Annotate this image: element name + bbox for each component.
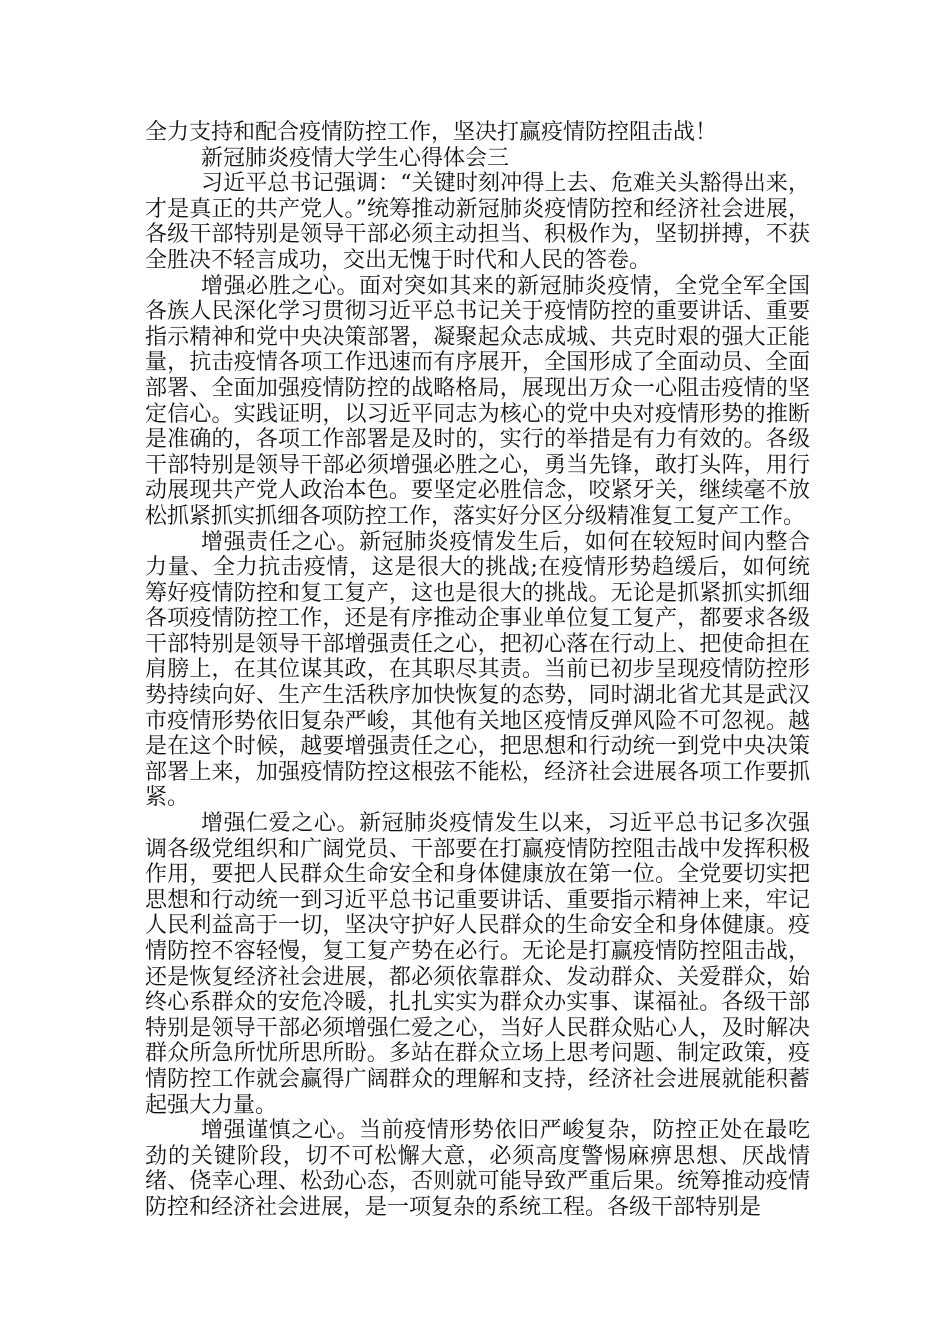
document-page xyxy=(145,120,810,1221)
paragraph-prudence: 增强谨慎之心。当前疫情形势依旧严峻复杂，防控正处在最吃劲的关键阶段，切不可松懈大意，必须高度警惕麻痹思想、厌战情绪、侥幸心理、松劲心态，否则就可能导致严重后果。统筹推动疫情防控和经济社会进展，是一项复杂的系统工程。各级干部特别是 xyxy=(145,1118,810,1220)
paragraph-responsibility: 增强责任之心。新冠肺炎疫情发生后，如何在较短时间内整合力量、全力抗击疫情，这是很大的挑战;在疫情形势趋缓后，如何统筹好疫情防控和复工复产，这也是很大的挑战。无论是抓紧抓实抓细各项疫情防控工作，还是有序推动企事业单位复工复产，都要求各级干部特别是领导干部增强责任之心，把初心落在行动上、把使命担在肩膀上，在其位谋其政，在其职尽其责。当前已初步呈现疫情防控形势持续向好、生产生活秩序加快恢复的态势，同时湖北省尤其是武汉市疫情形势依旧复杂严峻，其他有关地区疫情反弹风险不可忽视。越是在这个时候，越要增强责任之心，把思想和行动统一到党中央决策部署上来，加强疫情防控这根弦不能松，经济社会进展各项工作要抓紧。 xyxy=(145,529,810,811)
paragraph-intro: 习近平总书记强调：“关键时刻冲得上去、危难关头豁得出来，才是真正的共产党人。”统筹推动新冠肺炎疫情防控和经济社会进展，各级干部特别是领导干部必须主动担当、积极作为，坚韧拼搏，不获全胜决不轻言成功，交出无愧于时代和人民的答卷。 xyxy=(145,171,810,273)
paragraph-benevolence: 增强仁爱之心。新冠肺炎疫情发生以来，习近平总书记多次强调各级党组织和广阔党员、干部要在打赢疫情防控阻击战中发挥积极作用，要把人民群众生命安全和身体健康放在第一位。全党要切实把思想和行动统一到习近平总书记重要讲话、重要指示精神上来，牢记人民利益高于一切，坚决守护好人民群众的生命安全和身体健康。疫情防控不容轻慢，复工复产势在必行。无论是打赢疫情防控阻击战，还是恢复经济社会进展，都必须依靠群众、发动群众、关爱群众，始终心系群众的安危冷暖，扎扎实实为群众办实事、谋福祉。各级干部特别是领导干部必须增强仁爱之心，当好人民群众贴心人，及时解决群众所急所忧所思所盼。多站在群众立场上思考问题、制定政策，疫情防控工作就会赢得广阔群众的理解和支持，经济社会进展就能积蓄起强大力量。 xyxy=(145,811,810,1118)
paragraph-confidence: 增强必胜之心。面对突如其来的新冠肺炎疫情，全党全军全国各族人民深化学习贯彻习近平总书记关于疫情防控的重要讲话、重要指示精神和党中央决策部署，凝聚起众志成城、共克时艰的强大正能量，抗击疫情各项工作迅速而有序展开，全国形成了全面动员、全面部署、全面加强疫情防控的战略格局，展现出万众一心阻击疫情的坚定信心。实践证明，以习近平同志为核心的党中央对疫情形势的推断是准确的，各项工作部署是及时的，实行的举措是有力有效的。各级干部特别是领导干部必须增强必胜之心，勇当先锋，敢打头阵，用行动展现共产党人政治本色。要坚定必胜信念，咬紧牙关，继续毫不放松抓紧抓实抓细各项防控工作，落实好分区分级精准复工复产工作。 xyxy=(145,273,810,529)
section-title: 新冠肺炎疫情大学生心得体会三 xyxy=(201,145,510,171)
lead-line: 全力支持和配合疫情防控工作，坚决打赢疫情防控阻击战！ xyxy=(145,120,718,145)
